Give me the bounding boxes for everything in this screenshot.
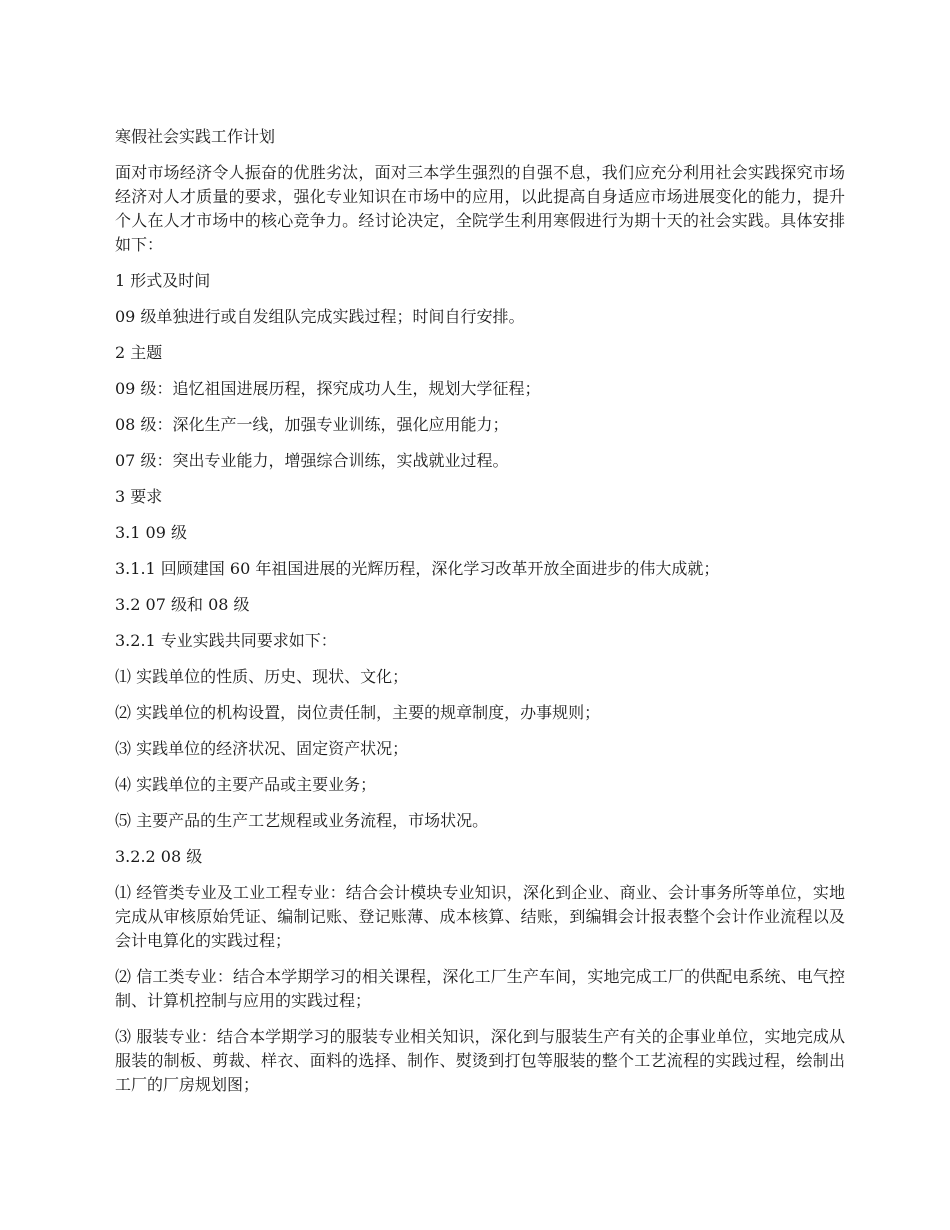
list-item: ⑴ 经管类专业及工业工程专业：结合会计模块专业知识，深化到企业、商业、会计事务所等单位，实地完成从审核原始凭证、编制记账、登记账薄、成本核算、结账，到编辑会计报表整个会计作业流程以及会计电算化的实践过程； (115, 883, 845, 950)
paragraph: 07 级：突出专业能力，增强综合训练，实战就业过程。 (115, 451, 509, 470)
paragraph: 08 级：深化生产一线，加强专业训练，强化应用能力； (115, 415, 509, 434)
document-page (115, 125, 845, 1109)
list-item: ⑷ 实践单位的主要产品或主要业务； (115, 775, 377, 794)
document-title: 寒假社会实践工作计划 (115, 127, 276, 146)
section-heading: 3 要求 (115, 487, 163, 506)
subsection-heading: 3.2.2 08 级 (115, 847, 203, 866)
list-item: ⑶ 实践单位的经济状况、固定资产状况； (115, 739, 409, 758)
intro-paragraph: 面对市场经济令人振奋的优胜劣汰，面对三本学生强烈的自强不息，我们应充分利用社会实践探究市场经济对人才质量的要求，强化专业知识在市场中的应用，以此提高自身适应市场进展变化的能力，提升个人在人才市场中的核心竞争力。经讨论决定，全院学生利用寒假进行为期十天的社会实践。具体安排如下： (115, 163, 845, 254)
subsection-heading: 3.1 09 级 (115, 523, 187, 542)
paragraph: 09 级单独进行或自发组队完成实践过程；时间自行安排。 (115, 307, 525, 326)
section-heading: 1 形式及时间 (115, 271, 211, 290)
paragraph: 3.1.1 回顾建国 60 年祖国进展的光辉历程，深化学习改革开放全面进步的伟大成就； (115, 559, 720, 578)
list-item: ⑴ 实践单位的性质、历史、现状、文化； (115, 667, 409, 686)
list-item: ⑸ 主要产品的生产工艺规程或业务流程，市场状况。 (115, 811, 489, 830)
list-item: ⑵ 实践单位的机构设置，岗位责任制，主要的规章制度，办事规则； (115, 703, 601, 722)
section-heading: 2 主题 (115, 343, 163, 362)
subsection-heading: 3.2 07 级和 08 级 (115, 595, 250, 614)
list-item: ⑶ 服装专业：结合本学期学习的服装专业相关知识，深化到与服装生产有关的企事业单位，实地完成从服装的制板、剪裁、样衣、面料的选择、制作、熨烫到打包等服装的整个工艺流程的实践过程，绘制出工厂的厂房规划图； (115, 1027, 845, 1094)
paragraph: 3.2.1 专业实践共同要求如下： (115, 631, 337, 650)
paragraph: 09 级：追忆祖国进展历程，探究成功人生，规划大学征程； (115, 379, 541, 398)
list-item: ⑵ 信工类专业：结合本学期学习的相关课程，深化工厂生产车间，实地完成工厂的供配电系统、电气控制、计算机控制与应用的实践过程； (115, 967, 845, 1010)
